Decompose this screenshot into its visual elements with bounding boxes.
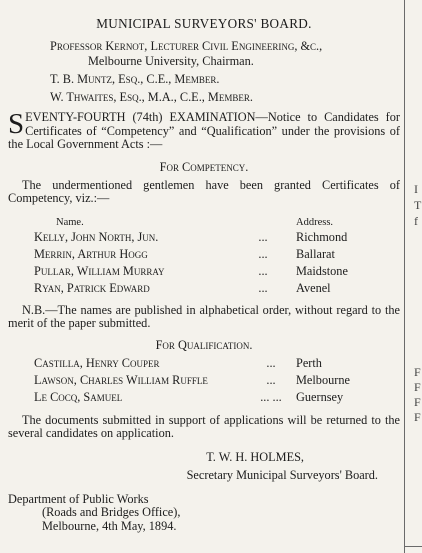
corner-rule: [404, 546, 422, 547]
table-row: Castilla, Henry Couper ... Perth: [34, 355, 322, 370]
table-row: Ryan, Patrick Edward ... Avenel: [34, 280, 331, 295]
table-row: Le Cocq, Samuel ... ... Guernsey: [34, 389, 344, 404]
member-line-1: Professor Kernot, Lecturer Civil Engineering, &c.,: [50, 39, 323, 53]
edge-fragment: F: [414, 380, 421, 394]
signatory-role: Secretary Municipal Surveyors' Board.: [186, 467, 378, 482]
edge-fragment: f: [414, 214, 418, 228]
board-title: MUNICIPAL SURVEYORS' BOARD.: [96, 16, 312, 31]
nb-note: N.B.—The names are published in alphabetical order, without regard to the merit of the paper submitted.: [8, 302, 400, 330]
edge-fragment: F: [414, 395, 421, 409]
competency-intro: The undermentioned gentlemen have been granted Certificates of Competency, viz.:—: [8, 177, 400, 205]
edge-fragment: F: [414, 410, 421, 424]
signatory-name: T. W. H. HOLMES,: [206, 449, 304, 464]
member-line-2: Melbourne University, Chairman.: [88, 54, 254, 68]
edge-fragment: I: [414, 182, 418, 196]
documents-note: The documents submitted in support of applications will be returned to the several candidates on application.: [8, 412, 400, 440]
address-column-header: Address.: [296, 216, 334, 228]
edge-fragment: T: [414, 198, 422, 212]
qualification-heading: For Qualification.: [155, 337, 253, 352]
name-column-header: Name.: [56, 216, 84, 228]
table-row: Merrin, Arthur Hogg ... Ballarat: [34, 246, 335, 261]
department-address: Department of Public Works (Roads and Bridges Office), Melbourne, 4th May, 1894.: [8, 491, 181, 533]
member-line-3: T. B. Muntz, Esq., C.E., Member.: [50, 72, 220, 86]
table-header-row: [34, 211, 348, 228]
table-row: Pullar, William Murray ... Maidstone: [34, 263, 348, 278]
edge-fragment: F: [414, 365, 421, 379]
competency-table: [34, 211, 348, 296]
examination-notice: [8, 108, 400, 152]
competency-heading: For Competency.: [159, 159, 249, 174]
table-row: Kelly, John North, Jun. ... Richmond: [34, 229, 348, 244]
member-line-4: W. Thwaites, Esq., M.A., C.E., Member.: [50, 90, 253, 104]
column-divider: [404, 0, 405, 553]
qualification-table: [34, 354, 350, 405]
notice-text: EVENTY-FOURTH (74th) EXAMINATION—Notice to Candidates for Certificates of “Competency” and “Qualification” under the provisions of the Local Government Acts :—: [8, 110, 400, 151]
drop-cap: S: [8, 108, 25, 140]
notice-column: [8, 6, 400, 533]
table-row: Lawson, Charles William Ruffle ... Melbourne: [34, 372, 350, 387]
